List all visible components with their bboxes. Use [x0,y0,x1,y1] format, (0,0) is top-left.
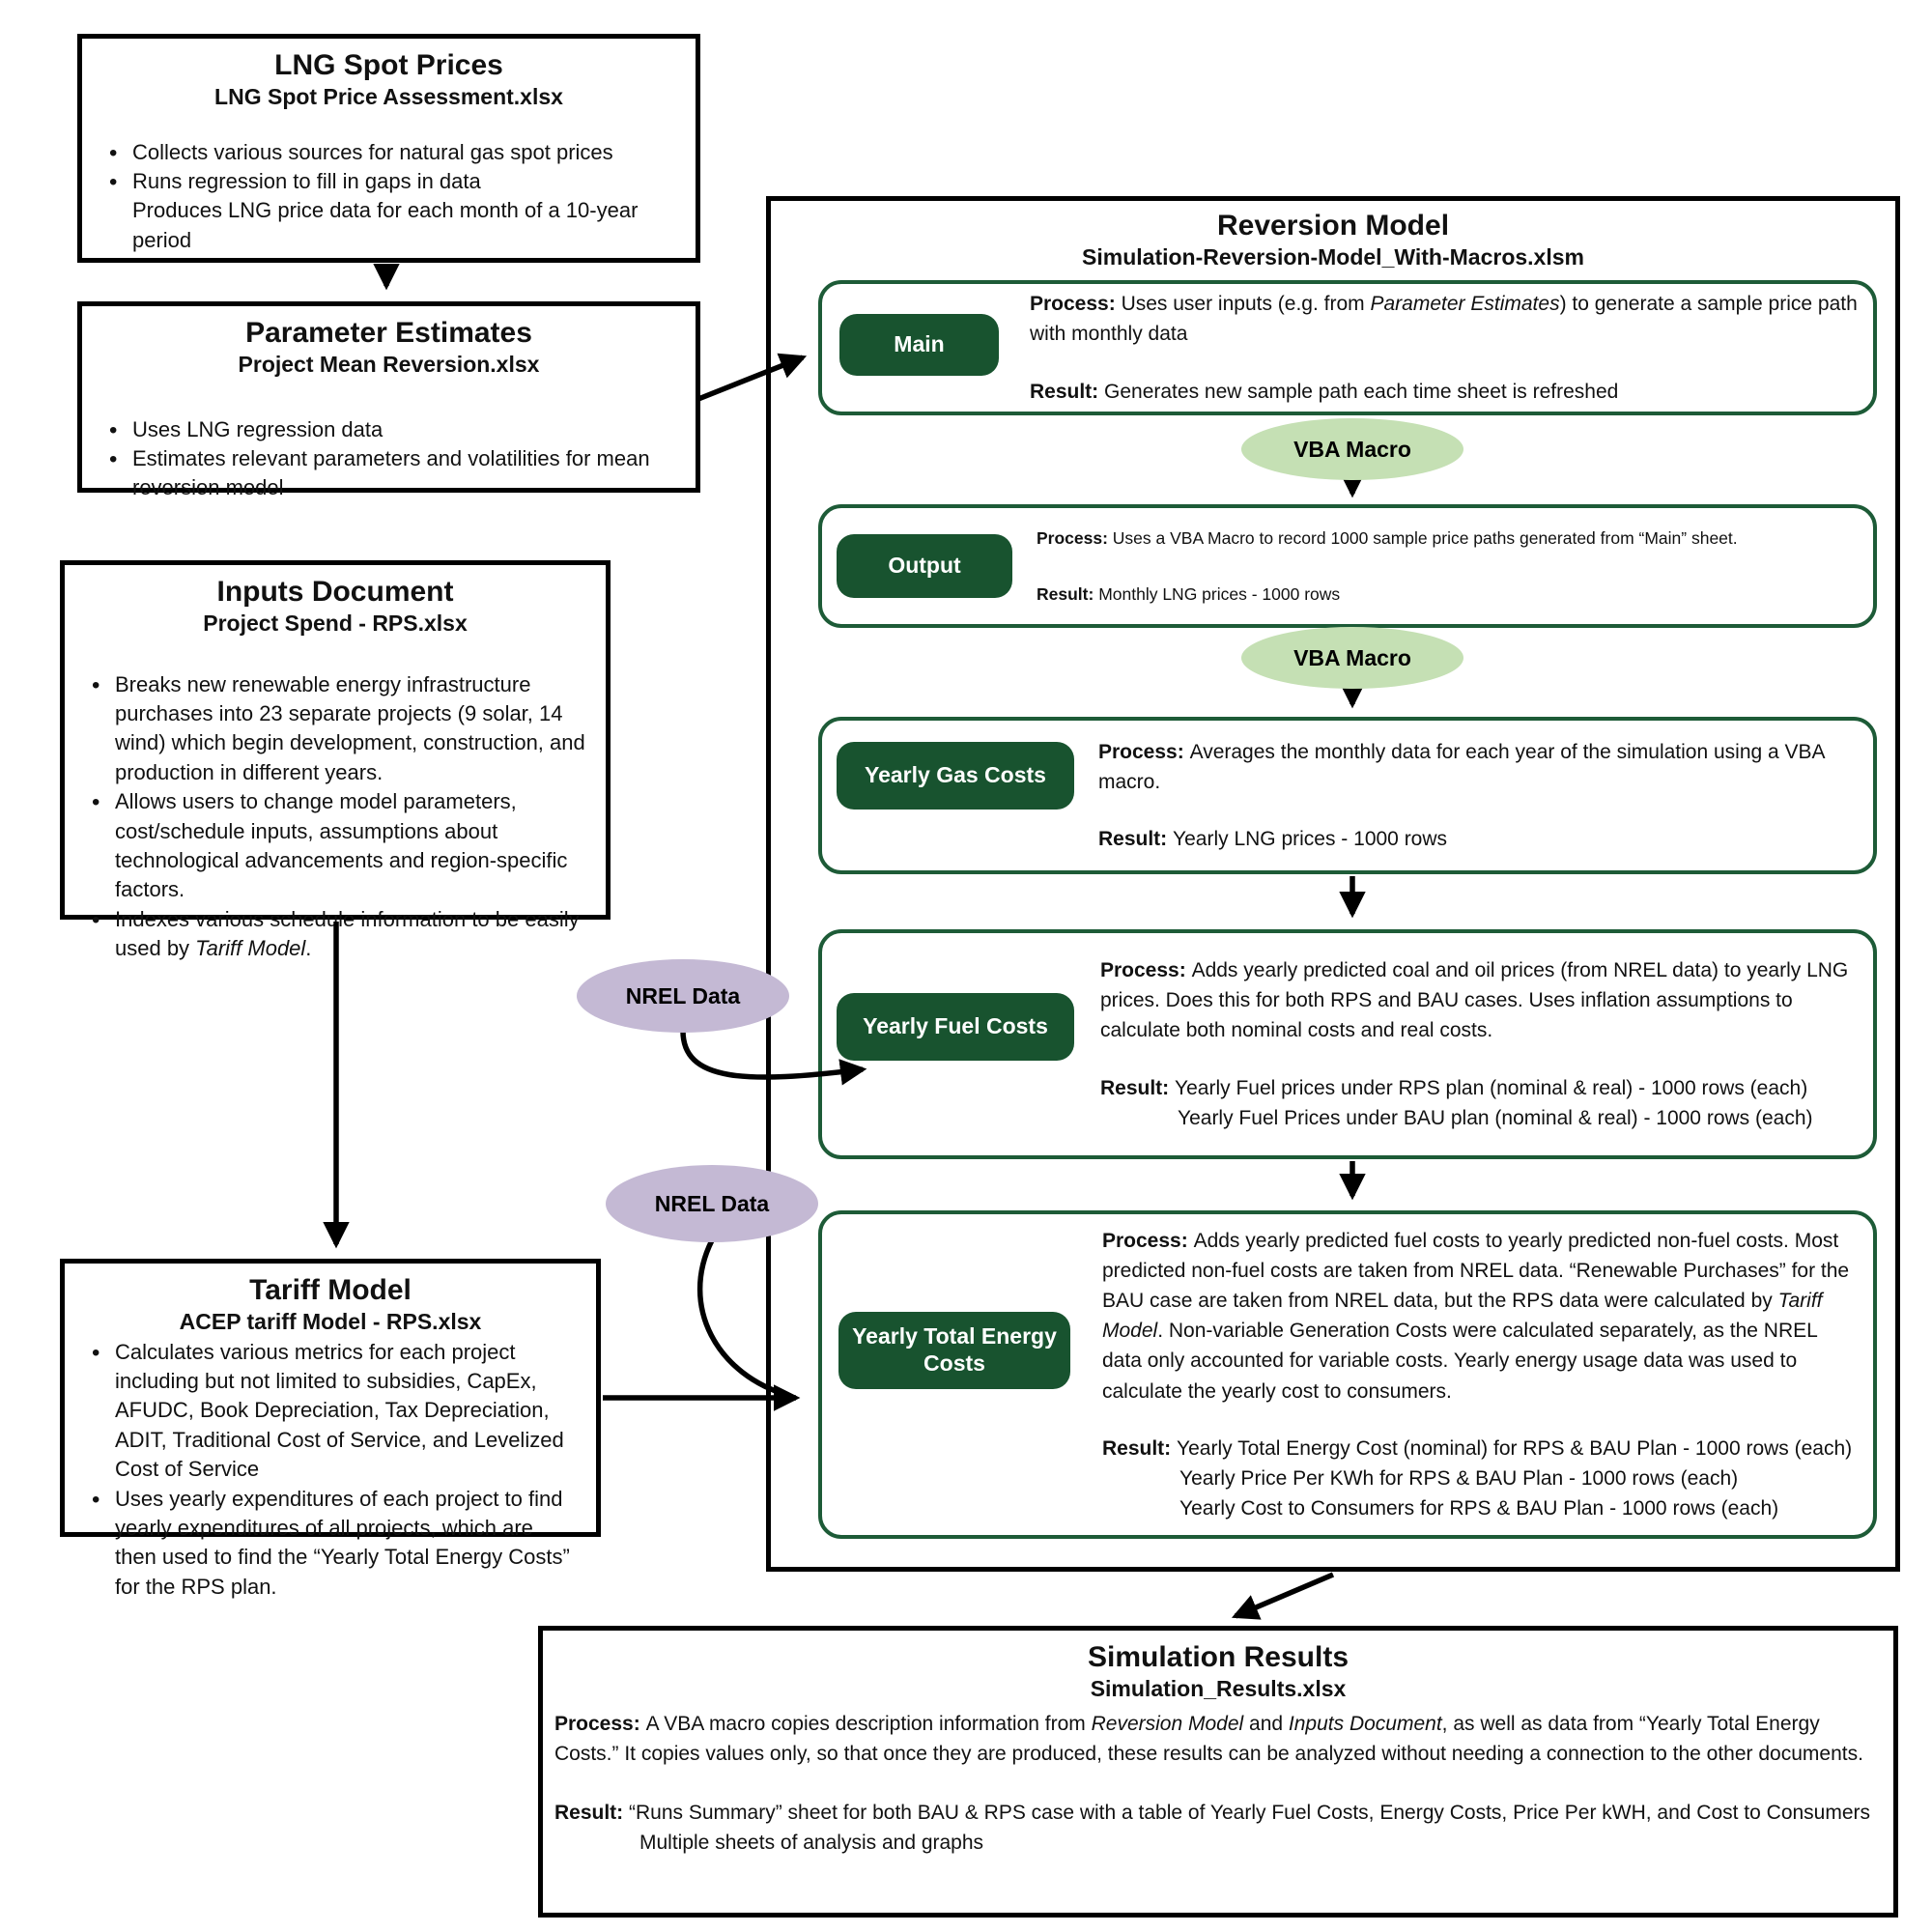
reversion-box-filename: Simulation-Reversion-Model_With-Macros.xlsm [1082,244,1584,270]
step-yearly-gas-costs-label: Yearly Gas Costs [837,742,1074,810]
step-gas-process: Process: Averages the monthly data for each year of the simulation using a VBA macro. [1098,740,1825,793]
simulation-results-box [538,1626,1898,1918]
inputs-bullet-2: • Allows users to change model parameters, cost/schedule inputs, assumptions about technological advancements and region-specific factors. [78,787,588,904]
step-total-result: Result: Yearly Total Energy Cost (nominal) for RPS & BAU Plan - 1000 rows (each) [1102,1436,1853,1460]
tariff-box-title: Tariff Model [249,1274,412,1306]
parameter-bullet-list [82,415,696,503]
step-main-text [1030,284,1858,412]
sim-box-filename: Simulation_Results.xlsx [1090,1676,1347,1701]
step-gas-result: Result: Yearly LNG prices - 1000 rows [1098,828,1448,851]
parameter-bullet-2: • Estimates relevant parameters and volatilities for mean reversion model [96,444,678,503]
lng-box-filename: LNG Spot Price Assessment.xlsx [214,84,563,109]
step-gas-text [1098,721,1858,870]
tariff-bullet-2: • Uses yearly expenditures of each project to find yearly expenditures of all projects, which are then used to find the “Yearly Total Energy Costs” for the RPS plan. [78,1485,579,1602]
step-total-process: Process: Adds yearly predicted fuel costs to yearly predicted non-fuel costs. Most predicted non-fuel costs are taken from NREL data. “Renewable Purchases” for the BAU case are taken from NREL data, but the RPS data were calculated by Tariff Model. Non-variable Generation Costs were calculated separately, as the NREL data only accounted for variable costs. Yearly energy usage data was used to calculate the yearly cost to consumers. [1102,1230,1850,1403]
step-main-label: Main [839,314,999,376]
lng-bullet-1: • Collects various sources for natural gas spot prices [96,138,678,167]
step-total-text [1102,1214,1858,1535]
vba-macro-ellipse-1: VBA Macro [1241,418,1463,480]
sim-box-body [543,1703,1893,1858]
step-output-result: Result: Monthly LNG prices - 1000 rows [1037,584,1341,604]
step-fuel-result-line2: Yearly Fuel Prices under BAU plan (nominal & real) - 1000 rows (each) [1178,1106,1813,1129]
tariff-bullet-1: • Calculates various metrics for each project including but not limited to subsidies, CapEx, AFUDC, Book Depreciation, Tax Depreciation, ADIT, Traditional Cost of Service, and Levelized Cost of Service [78,1338,579,1485]
sim-result-line2: Multiple sheets of analysis and graphs [639,1831,984,1854]
tariff-bullet-list [65,1338,596,1602]
inputs-bullet-1: • Breaks new renewable energy infrastructure purchases into 23 separate projects (9 solar, 14 wind) which begin development, construction, and production in different years. [78,670,588,787]
step-total-result-line2: Yearly Price Per KWh for RPS & BAU Plan - 1000 rows (each) [1179,1466,1739,1490]
inputs-box-title: Inputs Document [216,576,454,608]
step-fuel-process: Process: Adds yearly predicted coal and oil prices (from NREL data) to yearly LNG prices. Does this for both RPS and BAU cases. Uses inflation assumptions to calculate both nominal costs and real costs. [1100,959,1849,1042]
nrel-data-ellipse-1: NREL Data [577,959,789,1033]
step-output-text [1037,508,1858,624]
arrow-reversion-to-simresults [1236,1575,1333,1616]
step-yearly-total-energy-costs-label: Yearly Total Energy Costs [838,1312,1070,1389]
inputs-document-box [60,560,611,960]
vba-macro-ellipse-2: VBA Macro [1241,627,1463,689]
step-total-result-line3: Yearly Cost to Consumers for RPS & BAU Plan - 1000 rows (each) [1179,1496,1779,1520]
tariff-box-filename: ACEP tariff Model - RPS.xlsx [179,1309,482,1334]
parameter-box-filename: Project Mean Reversion.xlsx [238,352,540,377]
parameter-box-title: Parameter Estimates [245,317,532,349]
step-yearly-fuel-costs-label: Yearly Fuel Costs [837,993,1074,1061]
step-fuel-result: Result: Yearly Fuel prices under RPS plan (nominal & real) - 1000 rows (each) [1100,1076,1808,1099]
sim-result: Result: “Runs Summary” sheet for both BAU & RPS case with a table of Yearly Fuel Costs, Energy Costs, Price Per kWH, and Cost to Consumers [554,1801,1871,1824]
step-output-label: Output [837,534,1012,598]
inputs-bullet-3: • Indexes various schedule information to be easily used by Tariff Model. [78,905,588,964]
lng-box-title: LNG Spot Prices [274,49,503,81]
lng-bullet-list [82,138,696,255]
sim-process: Process: A VBA macro copies description information from Reversion Model and Inputs Document, as well as data from “Yearly Total Energy Costs.” It copies values only, so that once they are produced, these results can be analyzed without needing a connection to the other documents. [554,1712,1863,1765]
tariff-model-box [60,1259,601,1599]
lng-spot-prices-box [77,34,700,263]
parameter-estimates-box [77,301,700,500]
step-main-process: Process: Uses user inputs (e.g. from Parameter Estimates) to generate a sample price path with monthly data [1030,293,1858,346]
sim-box-title: Simulation Results [1087,1641,1350,1673]
step-fuel-text [1100,933,1858,1155]
step-main-result: Result: Generates new sample path each time sheet is refreshed [1030,380,1619,403]
lng-bullet-2-continuation: Produces LNG price data for each month of a 10-year period [132,198,639,252]
step-output-process: Process: Uses a VBA Macro to record 1000 sample price paths generated from “Main” sheet. [1037,527,1738,548]
parameter-bullet-1: • Uses LNG regression data [96,415,678,444]
nrel-data-ellipse-2: NREL Data [606,1165,818,1242]
lng-bullet-2: • Runs regression to fill in gaps in data [96,167,678,196]
inputs-bullet-list [65,670,606,964]
inputs-box-filename: Project Spend - RPS.xlsx [203,611,468,636]
reversion-box-title: Reversion Model [1216,210,1450,242]
